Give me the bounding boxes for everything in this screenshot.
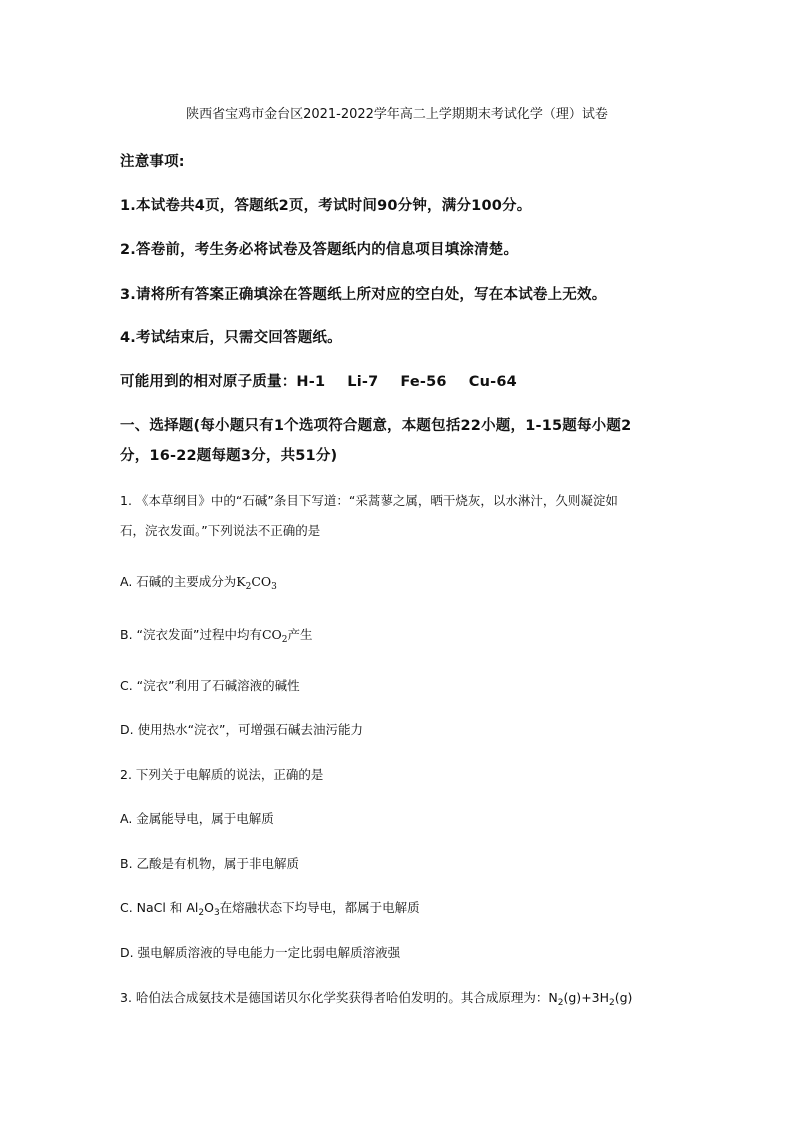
q2-option-c: C. NaCl 和 $Al_2O_3$在熔融状态下均导电，都属于电解质 xyxy=(120,900,420,918)
q2-option-b: B. 乙酸是有机物，属于非电解质 xyxy=(120,856,300,871)
q2-option-a: A. 金属能导电，属于电解质 xyxy=(120,811,274,826)
q1-option-a-formula: $K_2CO_3$ xyxy=(236,574,277,592)
q1-option-a-text: A. 石碱的主要成分为 xyxy=(120,574,237,589)
notes-heading: 注意事项: xyxy=(120,154,185,170)
q2-stem: 2. 下列关于电解质的说法，正确的是 xyxy=(120,767,324,782)
atomic-mass-label: 可能用到的相对原子质量： xyxy=(120,374,297,390)
q1-stem-line1: 1. 《本草纲目》中的“石碱”条目下写道：“采蒿蓼之属，晒干烧灰，以水淋汁，久则凝淀如 xyxy=(120,493,618,508)
atomic-mass-line xyxy=(120,370,517,391)
q1-option-b xyxy=(120,625,313,643)
section1-heading-line2: 分，16-22题每题3分，共51分) xyxy=(120,448,338,464)
q1-stem-line2: 石，浣衣发面。”下列说法不正确的是 xyxy=(120,523,321,538)
note-item-1: 1.本试卷共4页，答题纸2页，考试时间90分钟，满分100分。 xyxy=(120,198,532,214)
atomic-mass-h: H-1 xyxy=(296,374,326,390)
q1-option-b-formula: $CO_2$ xyxy=(261,627,288,645)
q1-option-c: C. “浣衣”利用了石碱溶液的碱性 xyxy=(120,678,300,693)
q1-option-b-text: B. “浣衣发面”过程中均有 xyxy=(120,627,262,642)
document-title: 陕西省宝鸡市金台区2021-2022学年高二上学期期末考试化学（理）试卷 xyxy=(186,107,608,122)
atomic-mass-li: Li-7 xyxy=(347,374,379,390)
atomic-mass-fe: Fe-56 xyxy=(400,374,447,390)
q2-option-d: D. 强电解质溶液的导电能力一定比弱电解质溶液强 xyxy=(120,945,401,960)
note-item-2: 2.答卷前，考生务必将试卷及答题纸内的信息项目填涂清楚。 xyxy=(120,242,519,258)
q1-option-b-suffix: 产生 xyxy=(287,627,313,642)
section1-heading-line1: 一、选择题(每小题只有1个选项符合题意，本题包括22小题，1-15题每小题2 xyxy=(120,418,632,434)
q3-stem: 3. 哈伯法合成氨技术是德国诺贝尔化学奖获得者哈伯发明的。其合成原理为：$N_2(g)+3H_2(g)$ xyxy=(120,990,633,1008)
q1-option-d: D. 使用热水“浣衣”，可增强石碱去油污能力 xyxy=(120,722,364,737)
note-item-3: 3.请将所有答案正确填涂在答题纸上所对应的空白处，写在本试卷上无效。 xyxy=(120,287,607,303)
q1-option-a xyxy=(120,572,277,590)
atomic-mass-cu: Cu-64 xyxy=(468,374,517,390)
note-item-4: 4.考试结束后，只需交回答题纸。 xyxy=(120,330,342,346)
